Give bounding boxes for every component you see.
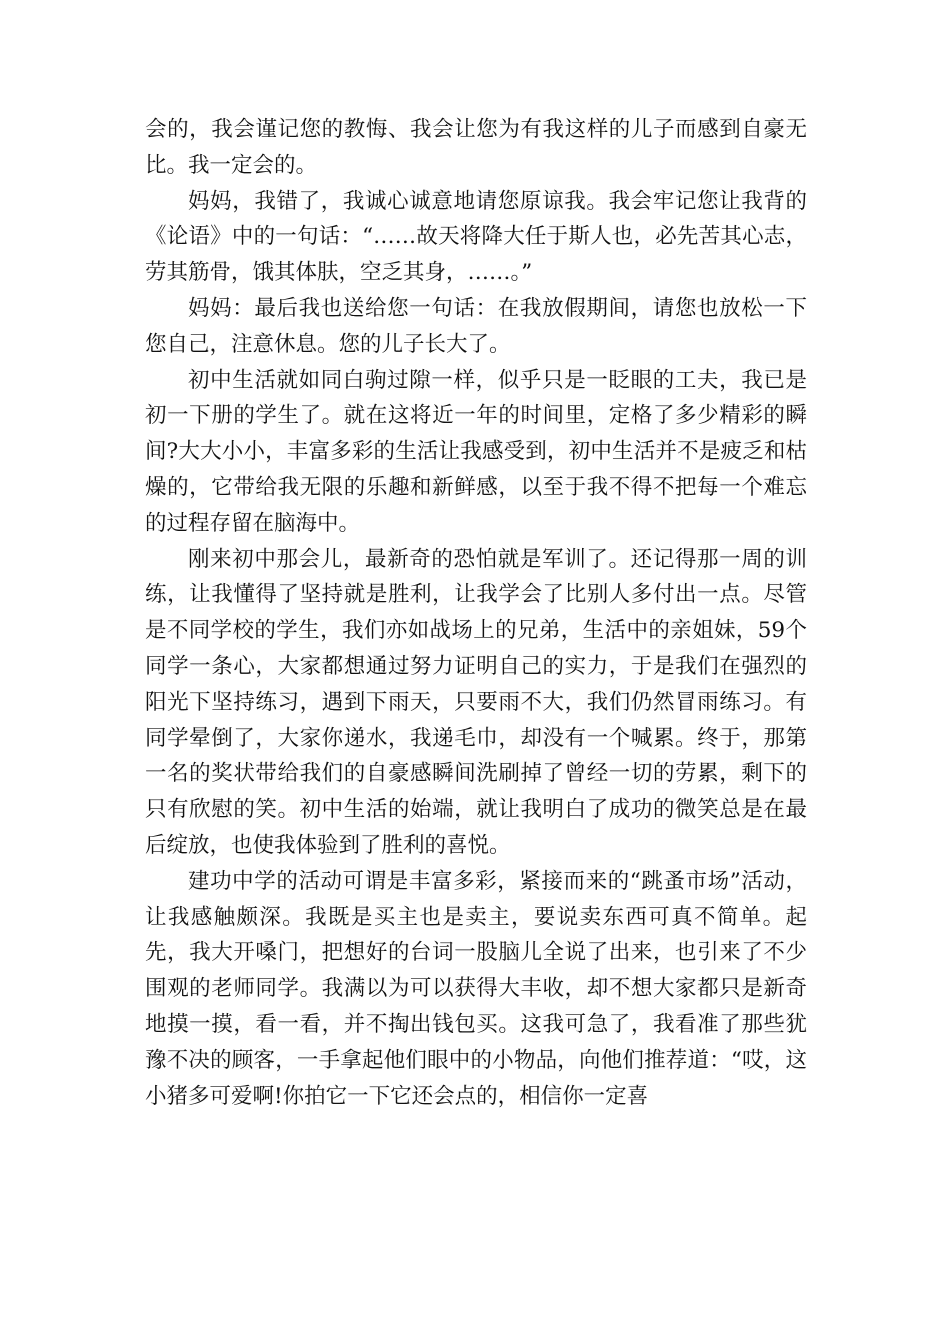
document-page: [145, 112, 807, 1114]
paragraph-final-words: 妈妈：最后我也送给您一句话：在我放假期间，请您也放松一下您自己，注意休息。您的儿子长大了。: [145, 295, 807, 357]
paragraph-flea-market: 建功中学的活动可谓是丰富多彩，紧接而来的“跳蚤市场”活动，让我感触颇深。我既是买主也是卖主，要说卖东西可真不简单。起先，我大开嗓门，把想好的台词一股脑儿全说了出来，也引来了不少围观的老师同学。我满以为可以获得大丰收，却不想大家都只是新奇地摸一摸，看一看，并不掏出钱包买。这我可急了，我看准了那些犹豫不决的顾客，一手拿起他们眼中的小物品，向他们推荐道：“哎，这小猪多可爱啊!你拍它一下它还会点的，相信你一定喜: [145, 868, 807, 1109]
paragraph-apology: 妈妈，我错了，我诚心诚意地请您原谅我。我会牢记您让我背的《论语》中的一句话：“……故天将降大任于斯人也，必先苦其心志，劳其筋骨，饿其体肤，空乏其身，……。”: [145, 188, 807, 286]
paragraph-military-training: 刚来初中那会儿，最新奇的恐怕就是军训了。还记得那一周的训练，让我懂得了坚持就是胜利，让我学会了比别人多付出一点。尽管是不同学校的学生，我们亦如战场上的兄弟，生活中的亲姐妹，59个同学一条心，大家都想通过努力证明自己的实力，于是我们在强烈的阳光下坚持练习，遇到下雨天，只要雨不大，我们仍然冒雨练习。有同学晕倒了，大家你递水，我递毛巾，却没有一个喊累。终于，那第一名的奖状带给我们的自豪感瞬间洗刷掉了曾经一切的劳累，剩下的只有欣慰的笑。初中生活的始端，就让我明白了成功的微笑总是在最后绽放，也使我体验到了胜利的喜悦。: [145, 546, 807, 858]
paragraph-junior-high-life: 初中生活就如同白驹过隙一样，似乎只是一眨眼的工夫，我已是初一下册的学生了。就在这将近一年的时间里，定格了多少精彩的瞬间?大大小小，丰富多彩的生活让我感受到，初中生活并不是疲乏和枯燥的，它带给我无限的乐趣和新鲜感，以至于我不得不把每一个难忘的过程存留在脑海中。: [145, 367, 807, 536]
paragraph-continued: 会的，我会谨记您的教悔、我会让您为有我这样的儿子而感到自豪无比。我一定会的。: [145, 117, 807, 178]
